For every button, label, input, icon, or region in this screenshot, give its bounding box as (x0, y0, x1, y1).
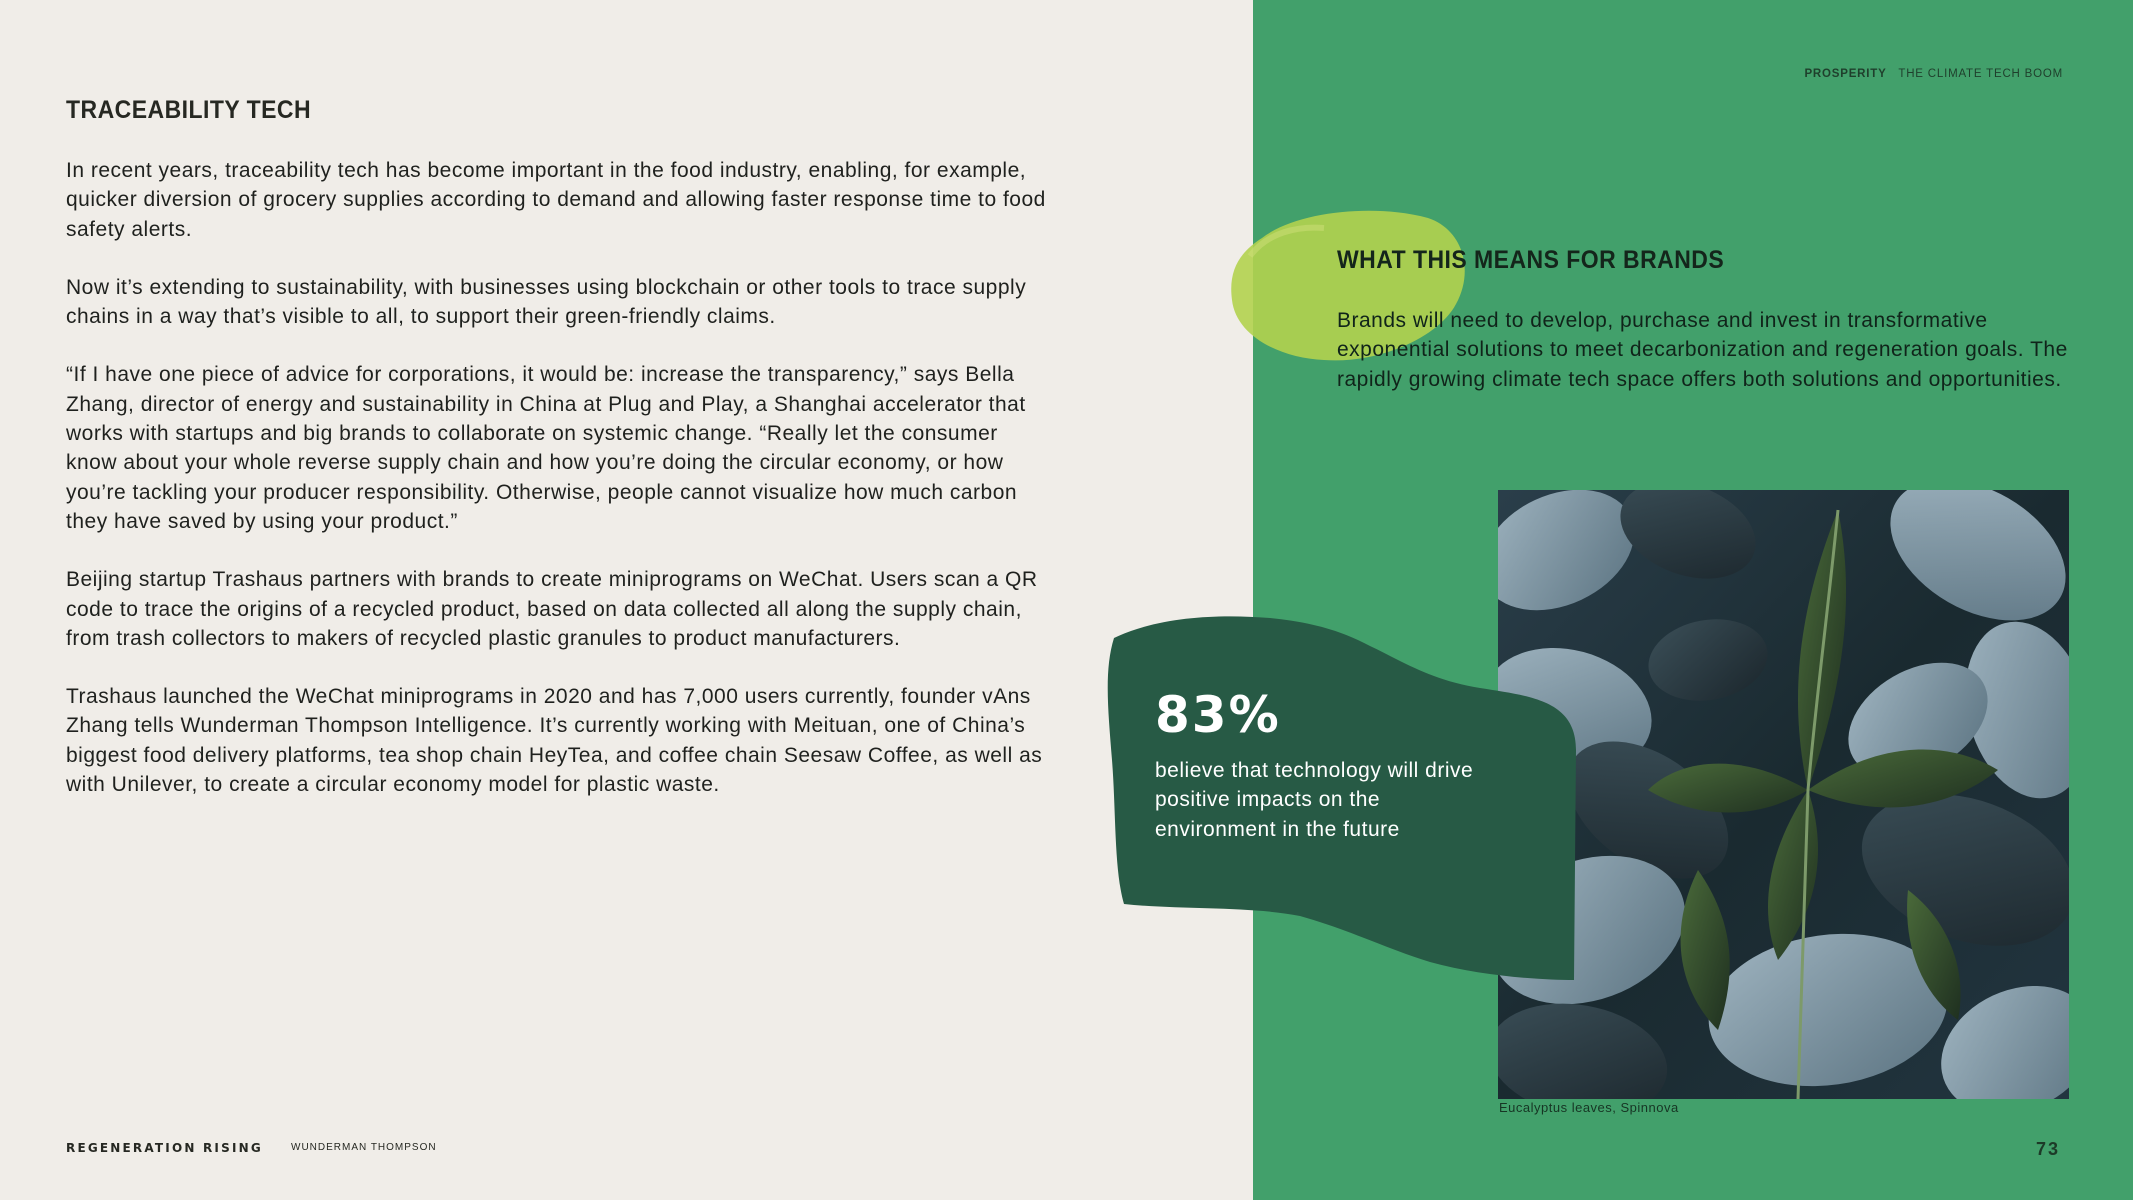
body-paragraph: Beijing startup Trashaus partners with brands to create miniprograms on WeChat. Users scan a QR code to trace the origins of a recycled product, based on data collected all along the supply chain, from trash collectors to makers of recycled plastic granules to product manufacturers. (66, 568, 1038, 650)
brands-body: Brands will need to develop, purchase and invest in transformative exponential solutions to meet decarbonization and regeneration goals. The rapidly growing climate tech space offers both solutions and opportunities. (1337, 309, 2068, 391)
section-title-brands: WHAT THIS MEANS FOR BRANDS (1337, 246, 1725, 274)
eucalyptus-leaves-illustration (1498, 490, 2069, 1099)
section-title-traceability: TRACEABILITY TECH (66, 96, 312, 124)
body-paragraph: “If I have one piece of advice for corporations, it would be: increase the transparency,” says Bella Zhang, director of energy and sustainability in China at Plug and Play, a Shanghai accelerator that works with startups and big brands to collaborate on systemic change. “Really let the consumer know about your whole reverse supply chain and how you’re doing the circular economy, or how you’re tackling your producer responsibility. Otherwise, people cannot visualize how much carbon they have saved by using your product.” (66, 363, 1026, 533)
body-paragraph: In recent years, traceability tech has become important in the food industry, enabling, for example, quicker diversion of grocery supplies according to demand and allowing faster response time to food safety alerts. (66, 159, 1046, 241)
stat-description: believe that technology will drive positive impacts on the environment in the future (1155, 759, 1474, 841)
running-head (1804, 68, 2063, 80)
body-paragraph: Trashaus launched the WeChat miniprograms in 2020 and has 7,000 users currently, founder vAns Zhang tells Wunderman Thompson Intelligence. It’s currently working with Meituan, one of China’s biggest food delivery platforms, tea shop chain HeyTea, and coffee chain Seesaw Coffee, as well as with Unilever, to create a circular economy model for plastic waste. (66, 685, 1043, 797)
eucalyptus-photo (1498, 490, 2069, 1099)
running-head-chapter: THE CLIMATE TECH BOOM (1898, 68, 2063, 80)
body-paragraph: Now it’s extending to sustainability, with businesses using blockchain or other tools to trace supply chains in a way that’s visible to all, to support their green-friendly claims. (66, 275, 1027, 329)
photo-caption: Eucalyptus leaves, Spinnova (1499, 1100, 1679, 1115)
article-body (66, 156, 1046, 828)
footer-publication: REGENERATION RISING (66, 1141, 263, 1155)
stat-percentage: 83% (1155, 686, 1281, 744)
page-number: 73 (2036, 1139, 2061, 1159)
footer-organization: WUNDERMAN THOMPSON (291, 1142, 437, 1153)
running-head-section: PROSPERITY (1804, 68, 1887, 80)
